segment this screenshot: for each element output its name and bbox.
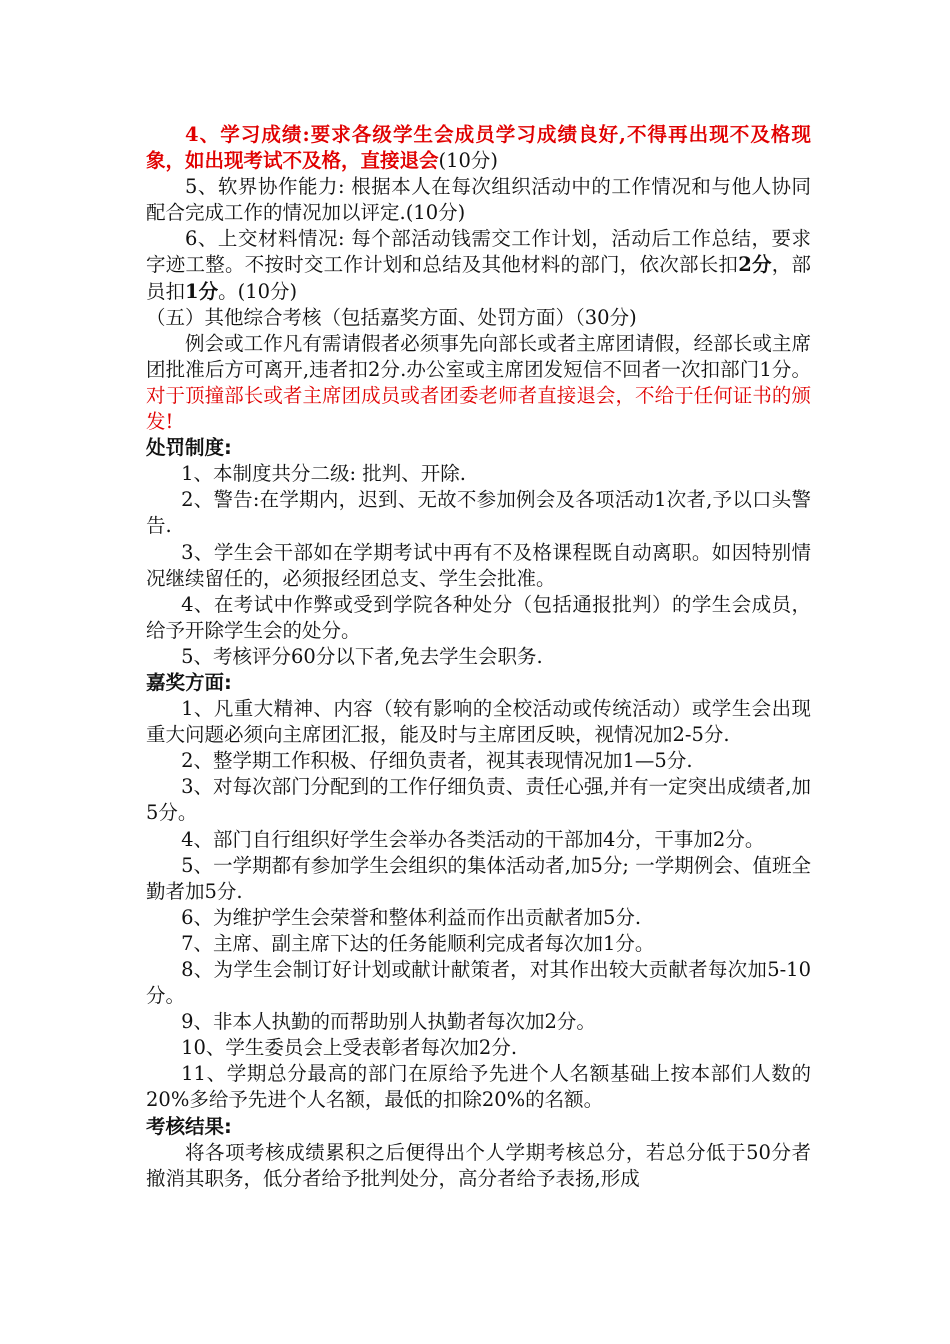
- reward-item: 9、非本人执勤的而帮助别人执勤者每次加2分。: [181, 1010, 596, 1034]
- reward-item: 7、主席、副主席下达的任务能顺利完成者每次加1分。: [181, 931, 655, 955]
- result-body: 将各项考核成绩累积之后便得出个人学期考核总分，若总分低于50分者撤消其职务，低分者给予批判处分，高分者给予表扬,形成: [146, 1140, 811, 1190]
- reward-item: 4、部门自行组织好学生会举办各类活动的干部加4分，干事加2分。: [181, 827, 765, 851]
- punishment-item: 1、本制度共分二级: 批判、开除.: [181, 462, 466, 486]
- section-5-body-warning: 对于顶撞部长或者主席团成员或者团委老师者直接退会，不给于任何证书的颁发!: [146, 383, 811, 434]
- section-5-body-text: 例会或工作凡有需请假者必须事先向部长或者主席团请假，经部长或主席团批准后方可离开,违者扣2分.办公室或主席团发短信不回者一次扣部门1分。: [146, 331, 811, 381]
- criterion-4-text: 4、学习成绩:要求各级学生会成员学习成绩良好,不得再出现不及格现象，如出现考试不及格，直接退会: [146, 123, 811, 173]
- criterion-6-text-a: 6、上交材料情况: 每个部活动钱需交工作计划，活动后工作总结，要求字迹工整。不按时交工作计划和总结及其他材料的部门，依次部长扣: [146, 227, 811, 277]
- criterion-4-score: (10分): [438, 149, 499, 173]
- reward-item: 3、对每次部门分配到的工作仔细负责、责任心强,并有一定突出成绩者,加5分。: [146, 775, 811, 825]
- reward-item: 10、学生委员会上受表彰者每次加2分.: [181, 1036, 518, 1060]
- criterion-6: [146, 226, 811, 304]
- result-heading: 考核结果:: [146, 1114, 232, 1138]
- punishment-item: 4、在考试中作弊或受到学院各种处分（包括通报批判）的学生会成员，给予开除学生会的处分。: [146, 592, 811, 642]
- criterion-5: 5、软界协作能力: 根据本人在每次组织活动中的工作情况和与他人协同配合完成工作的情况加以评定.(10分): [146, 175, 811, 225]
- reward-heading: 嘉奖方面:: [146, 670, 232, 694]
- section-5-title: （五）其他综合考核（包括嘉奖方面、处罚方面）（30分): [146, 305, 637, 329]
- punishment-item: 3、学生会干部如在学期考试中再有不及格课程既自动离职。如因特别情况继续留任的，必须报经团总支、学生会批准。: [146, 540, 811, 590]
- criterion-6-member-deduction: 1分: [185, 279, 219, 303]
- reward-item: 1、凡重大精神、内容（较有影响的全校活动或传统活动）或学生会出现重大问题必须向主席团汇报，能及时与主席团反映，视情况加2-5分.: [146, 697, 811, 747]
- criterion-6-minister-deduction: 2分: [738, 253, 772, 277]
- reward-item: 5、一学期都有参加学生会组织的集体活动者,加5分; 一学期例会、值班全勤者加5分.: [146, 853, 811, 903]
- reward-item: 2、整学期工作积极、仔细负责者，视其表现情况加1—5分.: [181, 749, 693, 773]
- document-page: [146, 122, 811, 1192]
- reward-item: 8、为学生会制订好计划或献计献策者，对其作出较大贡献者每次加5-10分。: [146, 958, 811, 1008]
- punishment-heading: 处罚制度:: [146, 436, 232, 460]
- punishment-item: 2、警告:在学期内，迟到、无故不参加例会及各项活动1次者,予以口头警告.: [146, 488, 811, 538]
- criterion-6-text-c: ，部员扣: [146, 253, 811, 303]
- criterion-6-score: 。(10分): [218, 279, 298, 303]
- reward-item: 11、学期总分最高的部门在原给予先进个人名额基础上按本部们人数的20%多给予先进个人名额，最低的扣除20%的名额。: [146, 1062, 811, 1112]
- reward-item: 6、为维护学生会荣誉和整体利益而作出贡献者加5分.: [181, 905, 642, 929]
- section-5-body: [146, 331, 811, 435]
- punishment-item: 5、考核评分60分以下者,免去学生会职务.: [181, 644, 543, 668]
- criterion-4: [146, 122, 811, 174]
